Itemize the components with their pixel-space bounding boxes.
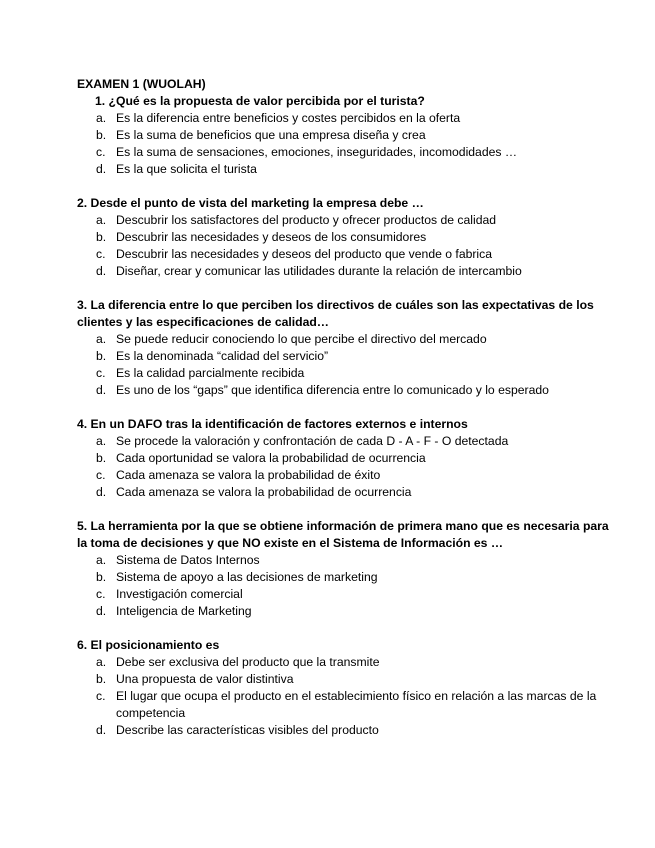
option-text: Sistema de apoyo a las decisiones de marketing [116,570,378,584]
question-5 [77,518,615,620]
option-list [77,433,615,501]
option-text: Investigación comercial [116,587,243,601]
option-letter: b. [96,128,107,142]
option-item [77,229,615,246]
question-text: 5. La herramienta por la que se obtiene información de primera mano que es necesaria para la toma de decisiones y que NO existe en el Sistema de Información es … [77,519,609,550]
option-text: Se procede la valoración y confrontación de cada D - A - F - O detectada [116,434,509,448]
option-letter: c. [96,689,106,703]
question-2 [77,195,615,280]
option-text: Cada amenaza se valora la probabilidad de éxito [116,468,381,482]
option-item [77,569,615,586]
option-letter: a. [96,213,107,227]
option-letter: b. [96,451,107,465]
option-letter: c. [96,468,106,482]
option-item [77,484,615,501]
option-item [77,246,615,263]
option-item [77,382,615,399]
option-item [77,212,615,229]
option-list [77,331,615,399]
option-letter: c. [96,366,106,380]
option-item [77,161,615,178]
option-letter: a. [96,655,107,669]
option-text: Sistema de Datos Internos [116,553,260,567]
exam-title: EXAMEN 1 (WUOLAH) [77,77,206,91]
option-text: Diseñar, crear y comunicar las utilidades durante la relación de intercambio [116,264,522,278]
question-4 [77,416,615,501]
option-list [77,654,615,739]
option-text: El lugar que ocupa el producto en el establecimiento físico en relación a las marcas de la competencia [116,689,597,720]
question-3 [77,297,615,399]
option-item [77,586,615,603]
option-text: Una propuesta de valor distintiva [116,672,294,686]
option-item [77,433,615,450]
option-text: Debe ser exclusiva del producto que la transmite [116,655,380,669]
option-letter: a. [96,434,107,448]
option-text: Se puede reducir conociendo lo que percibe el directivo del mercado [116,332,487,346]
question-text: 1. ¿Qué es la propuesta de valor percibida por el turista? [95,94,425,108]
question-text: 3. La diferencia entre lo que perciben los directivos de cuáles son las expectativas de los clientes y las especificaciones de calidad… [77,298,594,329]
option-item [77,467,615,484]
option-text: Cada oportunidad se valora la probabilidad de ocurrencia [116,451,426,465]
option-text: Inteligencia de Marketing [116,604,252,618]
option-letter: a. [96,111,107,125]
option-item [77,144,615,161]
option-letter: d. [96,485,107,499]
option-letter: d. [96,604,107,618]
question-6 [77,637,615,739]
option-text: Es uno de los “gaps” que identifica diferencia entre lo comunicado y lo esperado [116,383,549,397]
option-text: Cada amenaza se valora la probabilidad de ocurrencia [116,485,412,499]
option-item [77,263,615,280]
option-letter: d. [96,162,107,176]
option-text: Descubrir las necesidades y deseos de los consumidores [116,230,427,244]
option-letter: a. [96,553,107,567]
question-text: 4. En un DAFO tras la identificación de factores externos e internos [77,417,468,431]
option-text: Describe las características visibles del producto [116,723,379,737]
option-item [77,688,615,722]
option-text: Descubrir los satisfactores del producto y ofrecer productos de calidad [116,213,497,227]
option-list [77,212,615,280]
option-item [77,671,615,688]
option-text: Es la denominada “calidad del servicio” [116,349,329,363]
option-letter: d. [96,383,107,397]
option-item [77,450,615,467]
option-list [77,552,615,620]
question-text: 2. Desde el punto de vista del marketing la empresa debe … [77,196,424,210]
question-1 [77,93,615,178]
option-letter: b. [96,230,107,244]
option-letter: d. [96,723,107,737]
question-text: 6. El posicionamiento es [77,638,220,652]
option-item [77,654,615,671]
option-letter: a. [96,332,107,346]
option-text: Descubrir las necesidades y deseos del producto que vende o fabrica [116,247,493,261]
option-item [77,552,615,569]
option-list [77,110,615,178]
option-item [77,365,615,382]
option-text: Es la suma de beneficios que una empresa diseña y crea [116,128,426,142]
option-letter: b. [96,570,107,584]
option-item [77,127,615,144]
option-text: Es la diferencia entre beneficios y costes percibidos en la oferta [116,111,461,125]
option-text: Es la que solicita el turista [116,162,257,176]
option-letter: b. [96,672,107,686]
option-item [77,348,615,365]
option-text: Es la calidad parcialmente recibida [116,366,305,380]
option-item [77,722,615,739]
option-letter: c. [96,587,106,601]
option-item [77,603,615,620]
option-item [77,110,615,127]
option-item [77,331,615,348]
option-letter: c. [96,145,106,159]
option-text: Es la suma de sensaciones, emociones, inseguridades, incomodidades … [116,145,518,159]
option-letter: d. [96,264,107,278]
option-letter: c. [96,247,106,261]
option-letter: b. [96,349,107,363]
